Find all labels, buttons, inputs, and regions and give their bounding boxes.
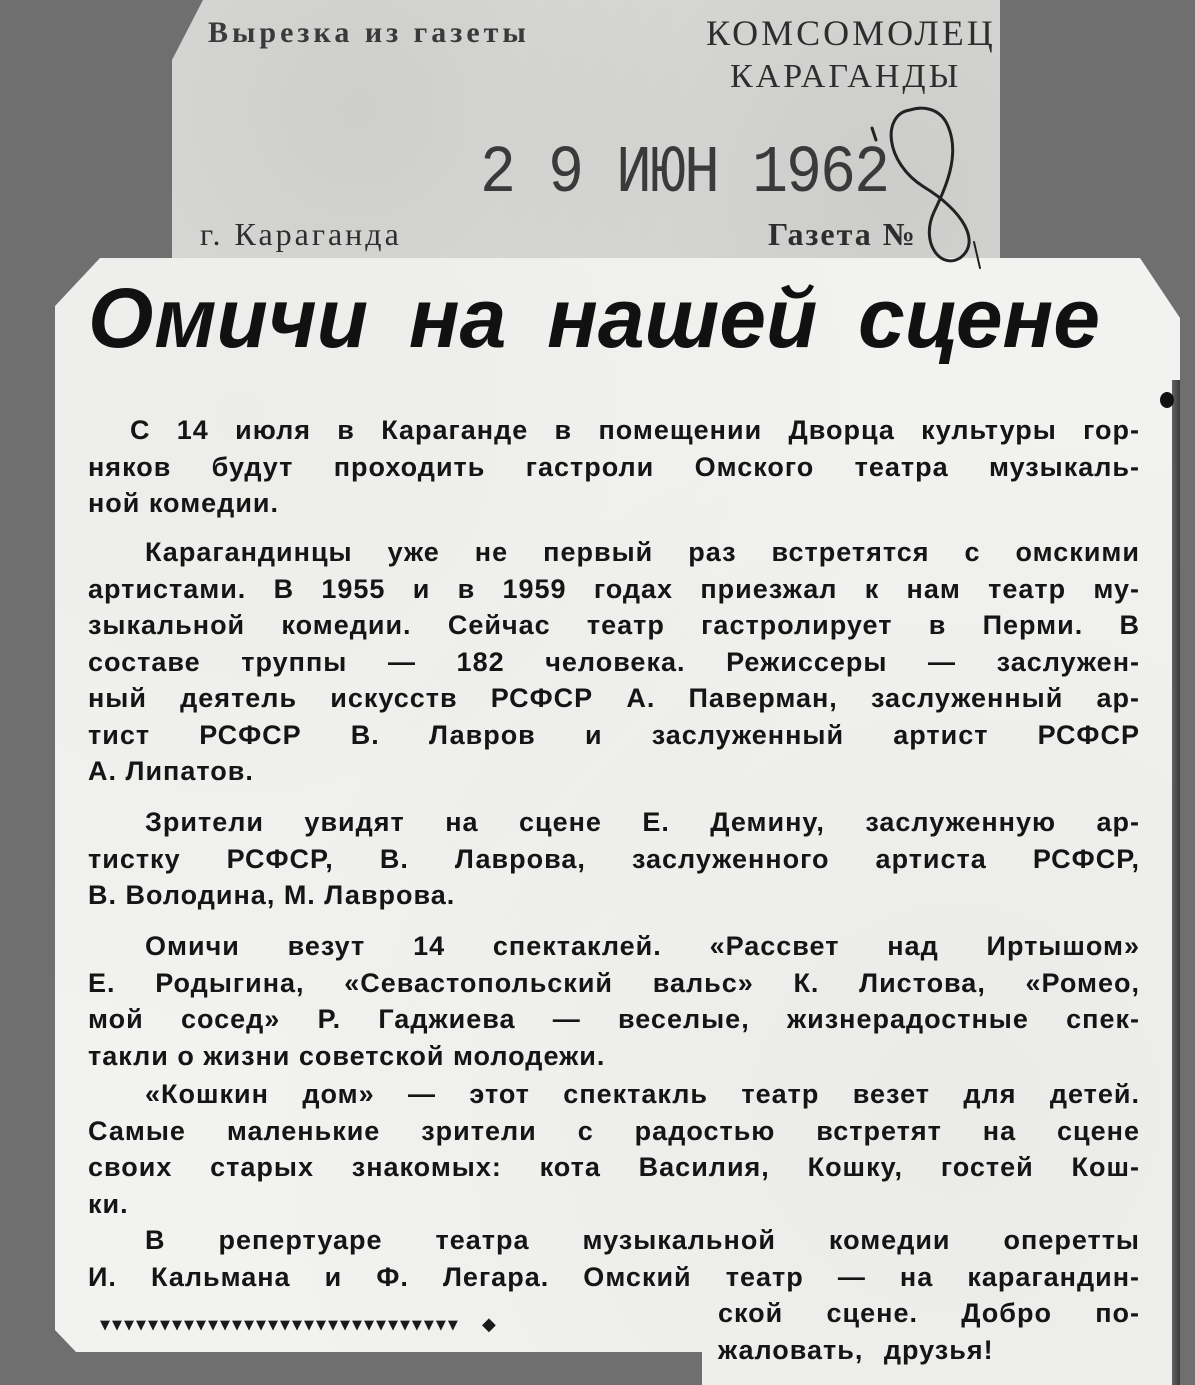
article-line: И. Кальмана и Ф. Легара. Омский театр — на карагандин-: [88, 1261, 1140, 1292]
pin-hole: [1160, 392, 1174, 408]
article-line: Е. Родыгина, «Севастопольский вальс» К. Листова, «Ромео,: [88, 967, 1140, 998]
paragraph-3: [88, 804, 1140, 914]
article-line: С 14 июля в Караганде в помещении Дворца культуры гор-: [130, 415, 1140, 445]
article-line: «Кошкин дом» — этот спектакль театр везет для детей.: [145, 1079, 1140, 1109]
paragraph-4: [88, 928, 1140, 1074]
paragraph-1: [88, 412, 1140, 522]
ornament-diamond-icon: ◆: [482, 1314, 496, 1335]
article-line: тист РСФСР В. Лавров и заслуженный артист РСФСР: [88, 719, 1140, 750]
date-stamp: 2 9 ИЮН 1962: [480, 136, 889, 213]
article-line: В репертуаре театра музыкальной комедии оперетты: [145, 1225, 1140, 1255]
article-line: артистами. В 1955 и в 1959 годах приезжал к нам театр му-: [88, 573, 1140, 604]
article-line: своих старых знакомых: кота Василия, Кошку, гостей Кош-: [88, 1152, 1140, 1182]
article-line: жаловать, друзья!: [718, 1334, 994, 1365]
article-line: ки.: [88, 1188, 129, 1219]
article-line: Самые маленькие зрители с радостью встретят на сцене: [88, 1115, 1140, 1146]
paragraph-2: [88, 534, 1140, 790]
paragraph-6: [88, 1222, 1140, 1368]
article-line: Омичи везут 14 спектаклей. «Рассвет над Иртышом»: [145, 931, 1140, 961]
article-line: составе труппы — 182 человека. Режиссеры — заслужен-: [88, 646, 1140, 677]
newspaper-name-line1: КОМСОМОЛЕЦ: [706, 13, 996, 53]
issue-number-label: Газета №: [768, 216, 917, 252]
city-label: г. Караганда: [200, 216, 402, 252]
article-line: ный деятель искусств РСФСР А. Паверман, заслуженный ар-: [88, 683, 1140, 713]
newspaper-name-line2: КАРАГАНДЫ: [730, 58, 962, 95]
paragraph-5: [88, 1076, 1140, 1222]
clipping-label: Вырезка из газеты: [208, 16, 530, 49]
article-line: няков будут проходить гастроли Омского театра музыкаль-: [88, 451, 1140, 482]
article-line: Зрители увидят на сцене Е. Демину, заслуженную ар-: [145, 807, 1140, 837]
article-line: ской сцене. Добро по-: [718, 1298, 1140, 1328]
article-title: Омичи на нашей сцене: [88, 271, 1100, 365]
article-line: тистку РСФСР, В. Лаврова, заслуженного артиста РСФСР,: [88, 843, 1140, 874]
article-line: Карагандинцы уже не первый раз встретятся с омскими: [145, 537, 1140, 567]
article-line: В. Володина, М. Лаврова.: [88, 880, 456, 910]
article-line: А. Липатов.: [88, 756, 254, 786]
handwritten-number-mark: [862, 92, 1002, 272]
article-body: [88, 412, 1140, 1368]
article-line: мой сосед» Р. Гаджиева — веселые, жизнерадостные спек-: [88, 1004, 1140, 1034]
article-line: ной комедии.: [88, 488, 280, 518]
article-line: такли о жизни советской молодежи.: [88, 1040, 606, 1071]
article-line: зыкальной комедии. Сейчас театр гастролирует в Перми. В: [88, 610, 1140, 640]
ornament-triangle-border: ▼▼▼▼▼▼▼▼▼▼▼▼▼▼▼▼▼▼▼▼▼▼▼▼▼▼▼▼▼▼: [100, 1318, 460, 1333]
paper-edge-shadow: [1172, 380, 1180, 1385]
